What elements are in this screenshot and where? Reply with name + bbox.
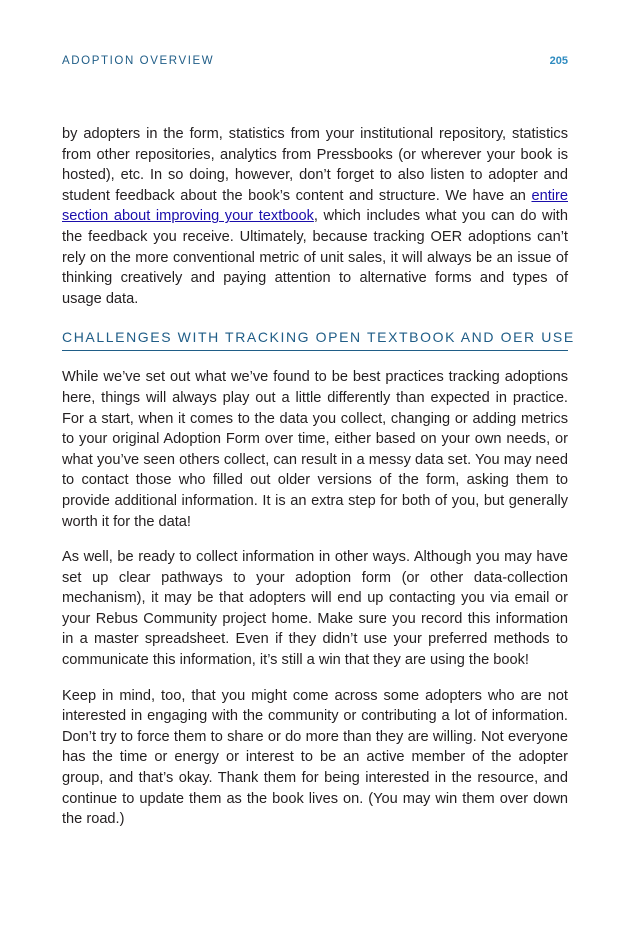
paragraph-text: , which includes what you can do with the feedback you receive. Ultimately, because tracking OER adoptions can’t rely on the more conventional metric of unit sales, it will always be an issue of thinking creatively and paying attention to alternative forms and types of usage data. (62, 208, 568, 307)
paragraph-text: by adopters in the form, statistics from your institutional repository, statistics from other repositories, analytics from Pressbooks (or wherever your book is hosted), etc. In so doing, however, don’t forget to also listen to adopter and student feedback about the book’s content and structure. We have an (62, 126, 568, 204)
page-body (62, 124, 575, 845)
body-paragraph (62, 124, 568, 309)
body-paragraph: As well, be ready to collect information in other ways. Although you may have set up clear pathways to your adoption form (or other data-collection mechanism), it may be that adopters will end up contacting you via email or your Rebus Community project home. Make sure you record this information in a master spreadsheet. Even if they didn’t use your preferred methods to communicate this information, it’s still a win that they are using the book! (62, 549, 568, 669)
improving-textbook-link[interactable]: entire section about improving your textbook (62, 187, 568, 225)
page-number: 205 (549, 55, 568, 67)
running-header: ADOPTION OVERVIEW (62, 55, 215, 67)
body-paragraph: Keep in mind, too, that you might come across some adopters who are not interested in engaging with the community or contributing a lot of information. Don’t try to force them to share or do more than they are willing. Not everyone has the time or energy or interest to be an active member of the adopter group, and that’s okay. Thank them for being interested in the resource, and continue to update them as the book lives on. (You may win them over down the road.) (62, 687, 568, 828)
body-paragraph: While we’ve set out what we’ve found to be best practices tracking adoptions here, things will always play out a little differently than expected in practice. For a start, when it comes to the data you collect, changing or adding metrics to your original Adoption Form over time, either based on your own needs, or what you’ve seen others collect, can result in a messy data set. You may need to contact those who filled out older versions of the form, asking them to provide additional information. It is an extra step for both of you, but generally worth it for the data! (62, 369, 568, 530)
section-heading: CHALLENGES WITH TRACKING OPEN TEXTBOOK AND OER USE (62, 329, 568, 351)
